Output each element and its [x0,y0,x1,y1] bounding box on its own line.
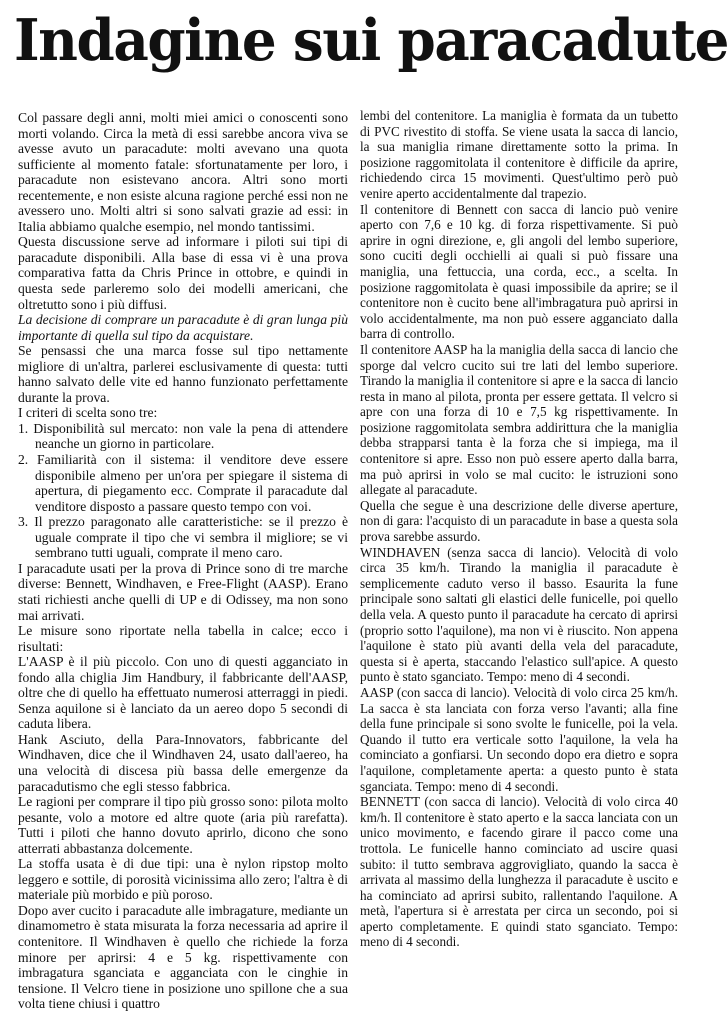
list-heading: I criteri di scelta sono tre: [18,405,158,421]
paragraph: La decisione di comprare un paracadute è di gran lunga più importante di quella sul tipo da acquistare. [18,312,348,343]
paragraph: Il contenitore di Bennett con sacca di lancio può venire aperto con 7,6 e 10 kg. di forza rispettivamente. Si può aprire in ogni direzione, e, gli angoli del lembo superiore, sono cuciti degli occhielli ai quali si può fissare una maniglia, una fettuccia, una corda, ecc., a scelta. In posizione raggomitolata è quasi impossibile da aprire; se il contenitore non è cucito bene all'imbragatura può aprirsi in volo accidentalmente, ma non può essere agganciato dalla barra di controllo. [360,201,678,342]
paragraph: La stoffa usata è di due tipi: una è nylon ripstop molto leggero e sottile, di porosità vicinissima allo zero; l'altra è di materiale più morbido e più poroso. [18,856,348,903]
paragraph: Quella che segue è una descrizione delle diverse aperture, non di gara: l'acquisto di un paracadute in base a questa sola prova sarebbe assurdo. [360,497,678,545]
paragraph: AASP (con sacca di lancio). Velocità di volo circa 25 km/h. La sacca è sta lanciata con forza verso l'avanti; alla fine della fune principale si sono svolte le funicelle, poi la vela. Quando il tutto era verticale sotto l'aquilone, la vela ha cominciato a gonfiarsi. Un secondo dopo era dietro e sopra l'aquilone, completamente aperta: a questo punto è stata sganciata. Tempo: meno di 4 secondi. [360,684,678,794]
paragraph: L'AASP è il più piccolo. Con uno di questi agganciato in fondo alla chiglia Jim Handbury, il fabbricante dell'AASP, oltre che di quello ha effettuato numerosi atterraggi in piedi. Senza aquilone si è lanciato da un aereo dopo 5 secondi di caduta libera. [18,654,348,732]
list-item: 2. Familiarità con il sistema: il venditore deve essere disponibile almeno per un'ora per spiegare il sistema di apertura, di piegamento ecc. Comprate il paracadute dal venditore disposto a passare questo tempo con voi. [18,452,348,514]
paragraph: BENNETT (con sacca di lancio). Velocità di volo circa 40 km/h. Il contenitore è stato aperto e la sacca lanciata con un unico movimento, e facendo girare il pacco come una trottola. Le funicelle hanno cominciato ad uscire quasi subito: il tutto sembrava aggrovigliato, quando la sacca è arrivata al massimo della lunghezza il paracadute è uscito e ha cominciato ad aprirsi subito, rallentando l'aquilone. A metà, l'apertura si è arrestata per circa un secondo, poi si aperto completamente. E quindi stato sganciato. Tempo: meno di 4 secondi. [360,794,678,950]
paragraph: Questa discussione serve ad informare i piloti sui tipi di paracadute disponibili. Alla base di essa vi è una prova comparativa fatta da Chris Prince in ottobre, e quindi in questa sede parleremo solo dei modelli americani, che oltretutto sono i più diffusi. [18,234,348,312]
paragraph: Le misure sono riportate nella tabella in calce; ecco i risultati: [18,623,348,654]
column-left [18,110,348,1012]
article-title: Indagine sui paracadute [14,7,728,74]
paragraph: lembi del contenitore. La maniglia è formata da un tubetto di PVC rivestito di stoffa. Se viene usata la sacca di lancio, la sua maniglia rimane direttamente sotto la prima. In posizione raggomitolata il contenitore è difficile da aprire, richiedendo circa 15 movimenti. Quest'ultimo però può venire aperto accidentalmente dal trapezio. [360,108,678,201]
column-right [360,108,678,974]
list-item: 1. Disponibilità sul mercato: non vale la pena di attendere neanche un giorno in particolare. [18,420,348,452]
paragraph: I paracadute usati per la prova di Prince sono di tre marche diverse: Bennett, Windhaven, e Free-Flight (AASP). Erano stati richiesti anche quelli di UP e di Odissey, ma non sono mai arrivati. [18,560,348,623]
paragraph: Se pensassi che una marca fosse sul tipo nettamente migliore di un'altra, parlerei esclusivamente di questa: tutti hanno salvato delle vite ed hanno funzionato perfettamente durante la prova. [18,343,348,405]
paragraph: Hank Asciuto, della Para-Innovators, fabbricante del Windhaven, dice che il Windhaven 24, usato dall'aereo, ha una velocità di discesa più bassa delle emergenze da paracadutismo che egli stesso fabbrica. [18,731,348,794]
paragraph: Dopo aver cucito i paracadute alle imbragature, mediante un dinamometro è stata misurata la forza necessaria ad aprire il contenitore. Il Windhaven è quello che richiede la forza minore per aprirsi: 4 e 5 kg. rispettivamente con imbragatura sganciata e agganciata con le cinghie in tensione. Il Velcro tiene in posizione uno spillone che a sua volta tiene chiusi i quattro [18,902,348,1012]
paragraph: WINDHAVEN (senza sacca di lancio). Velocità di volo circa 35 km/h. Tirando la maniglia il paracadute è semplicemente caduto verso il basso. Esaurita la fune principale sono saltati gli elastici delle funicelle, poi quello della vela. A questo punto il paracadute ha cercato di aprirsi (proprio sotto l'aquilone), ma non vi è riuscito. Non appena l'aquilone è stato più avanti della vela del paracadute, questa si è aperta, staccando l'elastico sull'apice. A questo punto è stato sganciato. Tempo: meno di 4 secondi. [360,544,678,685]
list-item: 3. Il prezzo paragonato alle caratteristiche: se il prezzo è uguale comprate il tipo che vi sembra il migliore; se vi sembrano tutti uguali, comprate il meno caro. [18,514,348,561]
paragraph: Col passare degli anni, molti miei amici o conoscenti sono morti volando. Circa la metà di essi sarebbe ancora viva se avesse avuto un paracadute: molti avevano una quota sufficiente al momento fatale: sfortunatamente per loro, i paracadute non esistevano ancora. Altri sono morti recentemente, e non esiste alcuna ragione perché essi non ne avessero uno. Molti altri si sono salvati grazie ad essi: in Italia abbiamo qualche esempio, nel mondo tantissimi. [18,110,348,234]
paragraph: Il contenitore AASP ha la maniglia della sacca di lancio che sporge dal velcro cucito sui tre lati del lembo superiore. Tirando la maniglia il contenitore si apre e la sacca di lancio resta in mano al pilota, pronta per essere gettata. Il velcro si apre con una forza di 10 e 7,5 kg rispettivamente. In posizione raggomitolata sembra addirittura che la maniglia debba strapparsi tanta è la forza che si impiega, ma il contenitore si apre. Esso non può essere aperto dalla barra, ma può aprirsi in volo se mal cucito: le istruzioni sono allegate al paracadute. [360,341,678,498]
paragraph: Le ragioni per comprare il tipo più grosso sono: pilota molto pesante, volo a motore ed altre quote (aria più rarefatta). Tutti i piloti che hanno dovuto aprirlo, dicono che sono atterrati abbastanza dolcemente. [18,794,348,856]
